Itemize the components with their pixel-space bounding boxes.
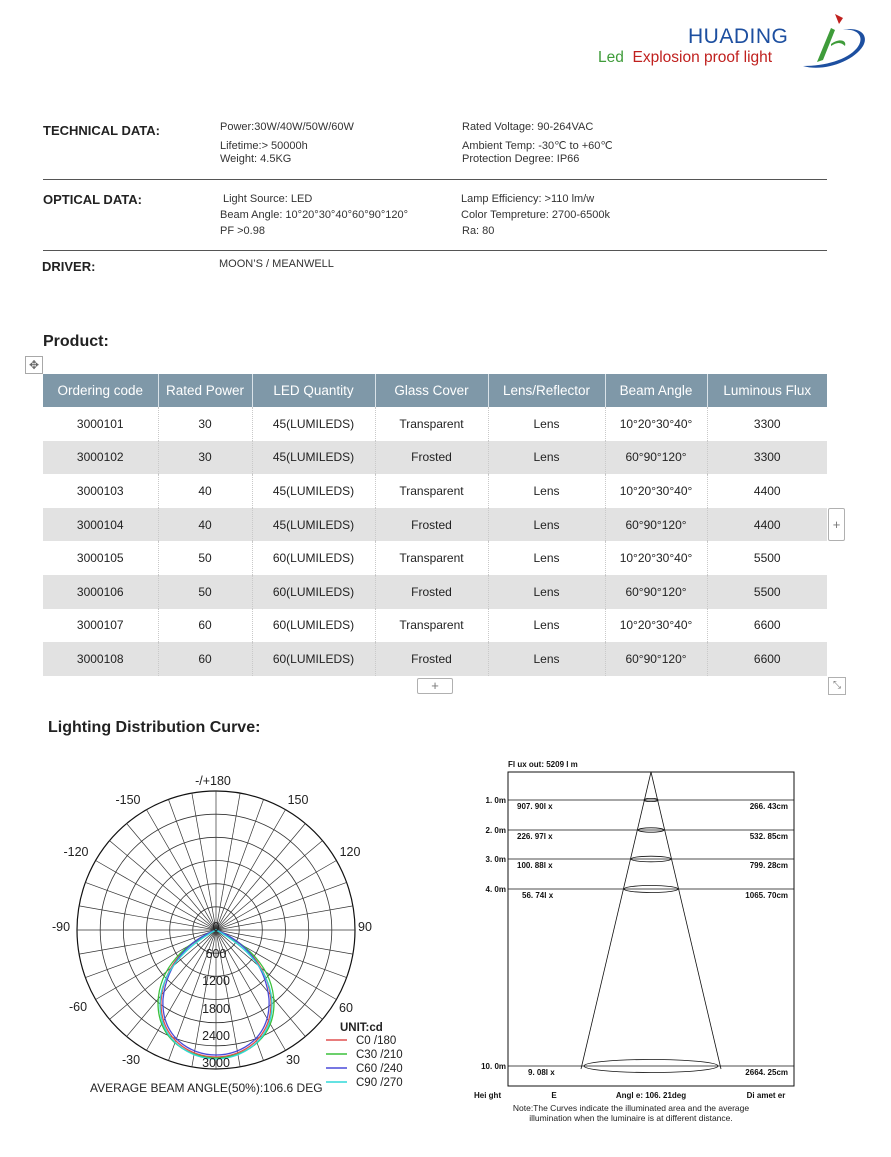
table-move-handle[interactable]: ✥ — [25, 356, 43, 374]
height-axis-label: Hei ght — [474, 1091, 502, 1100]
cell-led-quantity[interactable]: 45(LUMILEDS) — [252, 508, 375, 542]
cell-lens-reflector[interactable]: Lens — [488, 609, 605, 643]
unit-label: UNIT:cd — [340, 1022, 383, 1034]
table-row — [43, 609, 827, 643]
optical-col1 — [220, 191, 408, 239]
note-line: illumination when the luminaire is at different distance. — [529, 1113, 733, 1123]
cell-rated-power[interactable]: 30 — [158, 441, 252, 475]
radial-label: 600 — [205, 947, 227, 961]
lux-label: 226. 97l x — [517, 832, 553, 841]
polar-distribution-diagram — [40, 765, 460, 1100]
brand-tagline — [598, 49, 772, 67]
legend-label: C90 /270 — [356, 1077, 403, 1089]
radial-label: 1200 — [202, 974, 230, 988]
cell-luminous-flux[interactable]: 5500 — [707, 575, 827, 609]
cone-lines — [508, 772, 794, 1073]
spec-ra: Ra: 80 — [462, 225, 495, 237]
spec-color-temperature: Color Tempreture: 2700-6500k — [461, 209, 610, 221]
table-header-row — [43, 374, 827, 407]
height-label: 2. 0m — [485, 826, 506, 835]
cell-ordering-code[interactable]: 3000106 — [43, 575, 158, 609]
legend-label: C60 /240 — [356, 1063, 403, 1075]
table-row — [43, 407, 827, 441]
angle-label: -30 — [121, 1053, 141, 1067]
cone-frame — [508, 772, 794, 1086]
brand-name: HUADING — [688, 25, 789, 48]
cell-ordering-code[interactable]: 3000102 — [43, 441, 158, 475]
angle-label: -/+180 — [195, 774, 231, 788]
col-header-led-quantity: LED Quantity — [252, 374, 375, 407]
table-row — [43, 642, 827, 676]
cell-ordering-code[interactable]: 3000104 — [43, 508, 158, 542]
cell-ordering-code[interactable]: 3000101 — [43, 407, 158, 441]
technical-col1 — [220, 119, 354, 167]
cell-rated-power[interactable]: 30 — [158, 407, 252, 441]
technical-col2 — [462, 119, 613, 167]
cell-luminous-flux[interactable]: 5500 — [753, 551, 781, 566]
diameter-label: 2664. 25cm — [745, 1068, 788, 1077]
cell-luminous-flux[interactable]: 6600 — [753, 618, 781, 633]
col-header-lens-reflector: Lens/Reflector — [488, 374, 605, 407]
col-header-luminous-flux: Luminous Flux — [707, 374, 827, 407]
cell-glass-cover[interactable]: Frosted — [375, 441, 488, 475]
cell-beam-angle[interactable]: 60°90°120° — [605, 441, 707, 475]
col-header-rated-power: Rated Power — [158, 374, 252, 407]
diameter-axis-label: Di amet er — [746, 1091, 786, 1100]
cell-rated-power[interactable]: 60 — [158, 609, 252, 643]
diameter-label: 799. 28cm — [749, 861, 788, 870]
table-resize-handle[interactable]: ⤡ — [828, 677, 846, 695]
cell-beam-angle[interactable]: 10°20°30°40° — [605, 609, 707, 643]
lux-label: 9. 08l x — [528, 1068, 555, 1077]
diameter-label: 266. 43cm — [749, 802, 788, 811]
cell-glass-cover[interactable]: Transparent — [375, 407, 488, 441]
illuminance-cone-diagram — [470, 755, 800, 1127]
angle-label: -90 — [51, 920, 71, 934]
spec-protection-degree: Protection Degree: IP66 — [462, 153, 580, 165]
brand-logo — [795, 10, 871, 72]
cone-note — [513, 1103, 750, 1123]
illuminance-axis-label: E — [551, 1091, 557, 1100]
spec-power: Power:30W/40W/50W/60W — [220, 121, 354, 133]
spec-ambient-temp: Ambient Temp: -30℃ to +60℃ — [462, 140, 613, 152]
angle-label: 150 — [287, 793, 309, 807]
table-row — [43, 441, 827, 475]
spec-light-source: Light Source: LED — [223, 193, 313, 205]
cell-ordering-code[interactable]: 3000107 — [43, 609, 158, 643]
radial-label: 1800 — [202, 1002, 230, 1016]
cell-glass-cover[interactable]: Frosted — [375, 508, 488, 542]
cell-rated-power[interactable]: 50 — [158, 575, 252, 609]
height-label: 4. 0m — [485, 885, 506, 894]
optical-col2 — [461, 191, 610, 239]
cell-lens-reflector[interactable]: Lens — [488, 575, 605, 609]
cone-labels — [474, 796, 788, 1100]
cell-luminous-flux[interactable]: 6600 — [707, 642, 827, 676]
cell-ordering-code[interactable]: 3000105 — [43, 541, 158, 575]
table-row — [43, 508, 827, 542]
cell-beam-angle[interactable]: 10°20°30°40° — [605, 407, 707, 441]
flux-out-label: Fl ux out: 5209 l m — [508, 760, 578, 769]
cell-lens-reflector[interactable]: Lens — [488, 407, 605, 441]
divider — [43, 179, 827, 180]
angle-label: -60 — [68, 1000, 88, 1014]
radial-label: 0 — [212, 920, 220, 934]
cell-ordering-code[interactable]: 3000108 — [43, 642, 158, 676]
cell-luminous-flux[interactable]: 3300 — [707, 441, 827, 475]
cell-glass-cover[interactable]: Transparent — [375, 541, 488, 575]
product-heading: Product: — [43, 333, 109, 350]
diameter-label: 532. 85cm — [749, 832, 788, 841]
angle-label: 30 — [286, 1053, 300, 1067]
radial-label: 2400 — [202, 1029, 230, 1043]
diameter-label: 1065. 70cm — [745, 891, 788, 900]
driver-label: DRIVER: — [42, 259, 96, 274]
product-table — [43, 374, 827, 676]
driver-value: MOON’S / MEANWELL — [219, 258, 334, 270]
height-label: 3. 0m — [485, 855, 506, 864]
lux-label: 907. 90l x — [517, 802, 553, 811]
cell-led-quantity[interactable]: 60(LUMILEDS) — [252, 575, 375, 609]
cell-led-quantity[interactable]: 60(LUMILEDS) — [252, 642, 375, 676]
cell-glass-cover[interactable]: Frosted — [375, 575, 488, 609]
height-label: 1. 0m — [485, 796, 506, 805]
cell-lens-reflector[interactable]: Lens — [488, 642, 605, 676]
distribution-heading: Lighting Distribution Curve: — [48, 719, 261, 736]
col-header-ordering-code: Ordering code — [43, 374, 158, 407]
cell-led-quantity[interactable]: 45(LUMILEDS) — [252, 407, 375, 441]
cell-led-quantity[interactable]: 60(LUMILEDS) — [252, 541, 375, 575]
cell-led-quantity[interactable]: 45(LUMILEDS) — [252, 474, 375, 508]
cell-beam-angle[interactable]: 10°20°30°40° — [605, 474, 707, 508]
cell-luminous-flux[interactable]: 3300 — [753, 416, 781, 431]
spec-beam-angle: Beam Angle: 10°20°30°40°60°90°120° — [220, 209, 408, 221]
cell-ordering-code[interactable]: 3000103 — [43, 474, 158, 508]
cell-glass-cover[interactable]: Frosted — [375, 642, 488, 676]
cell-glass-cover[interactable]: Transparent — [375, 474, 488, 508]
note-line: Note:The Curves indicate the illuminated area and the average — [512, 1103, 750, 1113]
height-label: 10. 0m — [481, 1062, 506, 1071]
polar-legend — [326, 1035, 403, 1089]
cell-luminous-flux[interactable]: 4400 — [753, 483, 781, 498]
technical-data-label: TECHNICAL DATA: — [43, 123, 160, 138]
angle-label: 60 — [339, 1001, 353, 1015]
cell-rated-power[interactable]: 60 — [158, 642, 252, 676]
col-header-glass-cover: Glass Cover — [375, 374, 488, 407]
spec-lifetime: Lifetime:> 50000h — [220, 140, 308, 152]
beam-angle-label: Angl e: 106. 21deg — [615, 1091, 687, 1100]
add-column-button[interactable]: + — [828, 508, 845, 541]
legend-label: C30 /210 — [356, 1049, 403, 1061]
cell-lens-reflector[interactable]: Lens — [488, 474, 605, 508]
spec-rated-voltage: Rated Voltage: 90-264VAC — [462, 121, 594, 133]
cell-rated-power[interactable]: 40 — [158, 474, 252, 508]
average-beam-angle: AVERAGE BEAM ANGLE(50%):106.6 DEG — [90, 1081, 323, 1095]
spec-pf: PF >0.98 — [220, 225, 265, 237]
add-row-button[interactable]: + — [417, 678, 453, 694]
spec-lamp-efficiency: Lamp Efficiency: >110 lm/w — [461, 193, 595, 205]
cell-beam-angle[interactable]: 60°90°120° — [605, 508, 707, 542]
table-row — [43, 541, 827, 575]
angle-label: -150 — [115, 793, 141, 807]
spec-weight: Weight: 4.5KG — [220, 153, 292, 165]
divider — [43, 250, 827, 251]
cell-glass-cover[interactable]: Transparent — [375, 609, 488, 643]
cell-rated-power[interactable]: 50 — [158, 541, 252, 575]
legend-label: C0 /180 — [356, 1035, 397, 1047]
cell-rated-power[interactable]: 40 — [158, 508, 252, 542]
cell-beam-angle[interactable]: 10°20°30°40° — [605, 541, 707, 575]
cell-luminous-flux[interactable]: 4400 — [707, 508, 827, 542]
lux-label: 56. 74l x — [522, 891, 554, 900]
cell-lens-reflector[interactable]: Lens — [488, 508, 605, 542]
cell-beam-angle[interactable]: 60°90°120° — [605, 575, 707, 609]
table-row — [43, 575, 827, 609]
angle-label: 120 — [339, 845, 361, 859]
cell-led-quantity[interactable]: 60(LUMILEDS) — [252, 609, 375, 643]
brand-tagline-product: Explosion proof light — [632, 49, 773, 66]
optical-data-label: OPTICAL DATA: — [43, 192, 142, 207]
col-header-beam-angle: Beam Angle — [605, 374, 707, 407]
cell-lens-reflector[interactable]: Lens — [488, 541, 605, 575]
cell-lens-reflector[interactable]: Lens — [488, 441, 605, 475]
table-row — [43, 474, 827, 508]
angle-label: 90 — [358, 920, 372, 934]
lux-label: 100. 88l x — [517, 861, 553, 870]
brand-tagline-led: Led — [598, 49, 624, 66]
radial-label: 3000 — [202, 1056, 230, 1070]
angle-label: -120 — [63, 845, 89, 859]
cell-led-quantity[interactable]: 45(LUMILEDS) — [252, 441, 375, 475]
cell-beam-angle[interactable]: 60°90°120° — [605, 642, 707, 676]
